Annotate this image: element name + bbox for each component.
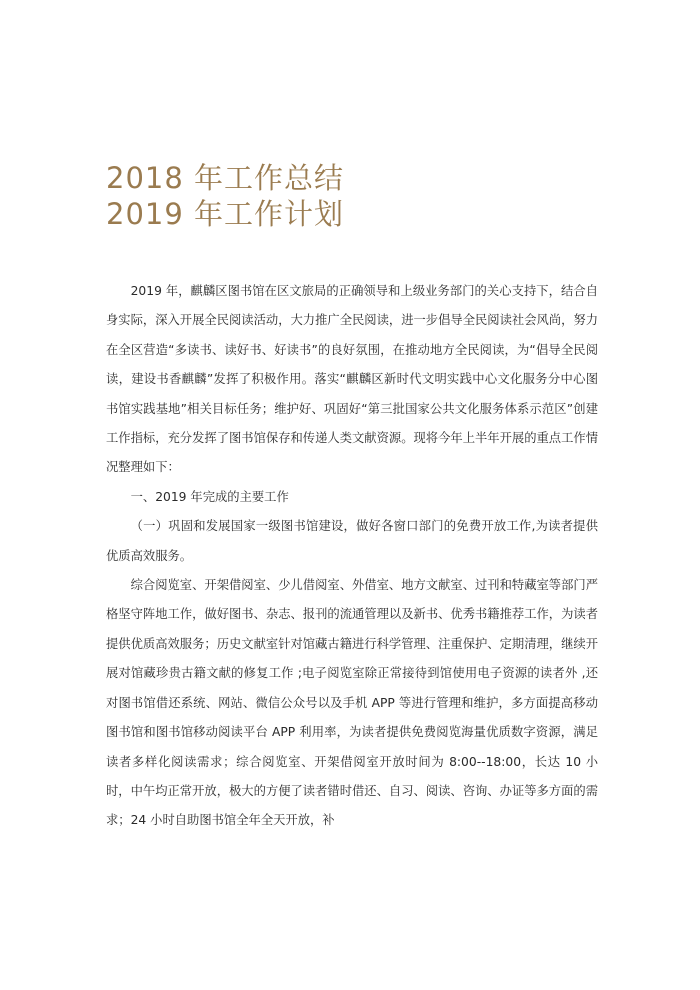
document-title — [106, 160, 586, 232]
document-body — [106, 277, 598, 836]
intro-paragraph: 2019 年，麒麟区图书馆在区文旅局的正确领导和上级业务部门的关心支持下，结合自身实际，深入开展全民阅读活动，大力推广全民阅读，进一步倡导全民阅读社会风尚，努力在全区营造“多读书、读好书、好读书”的良好氛围，在推动地方全民阅读，为“倡导全民阅读，建设书香麒麟”发挥了积极作用。落实“麒麟区新时代文明实践中心文化服务分中心图书馆实践基地”相关目标任务；维护好、巩固好“第三批国家公共文化服务体系示范区”创建工作指标，充分发挥了图书馆保存和传递人类文献资源。现将今年上半年开展的重点工作情况整理如下： — [106, 284, 598, 475]
title-line-2019-plan: 2019 年工作计划 — [106, 197, 345, 231]
subsection-heading-library-building: （一）巩固和发展国家一级图书馆建设，做好各窗口部门的免费开放工作,为读者提供优质高效服务。 — [106, 519, 598, 563]
section-heading-main-work: 一、2019 年完成的主要工作 — [130, 489, 289, 504]
title-line-2018-summary: 2018 年工作总结 — [106, 161, 345, 195]
body-paragraph-reading-rooms: 综合阅览室、开架借阅室、少儿借阅室、外借室、地方文献室、过刊和特藏室等部门严格坚守阵地工作，做好图书、杂志、报刊的流通管理以及新书、优秀书籍推荐工作，为读者提供优质高效服务；历史文献室针对馆藏古籍进行科学管理、注重保护、定期清理，继续开展对馆藏珍贵古籍文献的修复工作 ;电子阅览室除正常接待到馆使用电子资源的读者外 ,还对图书馆借还系统、网站、微信公众号以及手机 APP 等进行管理和维护，多方面提高移动图书馆和图书馆移动阅读平台 APP 利用率，为读者提供免费阅览海量优质数字资源，满足读者多样化阅读需求；综合阅览室、开架借阅室开放时间为 8:00--18:00，长达 10 小时，中午均正常开放，极大的方便了读者错时借还、自习、阅读、咨询、办证等多方面的需求；24 小时自助图书馆全年全天开放，补 — [106, 578, 598, 828]
